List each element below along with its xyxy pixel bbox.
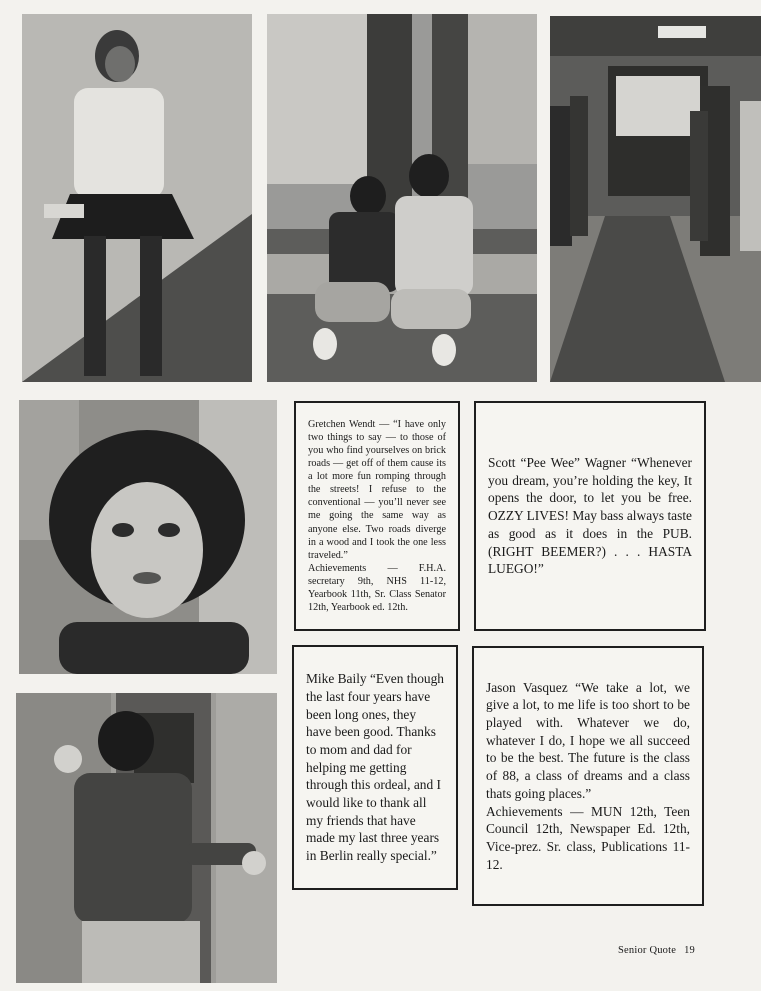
section-title: Senior Quote	[618, 945, 677, 956]
quote-content	[488, 454, 692, 578]
quote-box-jason-vasquez	[472, 646, 704, 906]
quote-text: Jason Vasquez “We take a lot, we give a lot, to me life is too short to be played with. Whatever we do, whatever I do, I hope we all succeed to be the best. The future is the class of 88, a class of dreams and a class thats going places.”	[486, 679, 690, 801]
quote-box-mike-baily	[292, 645, 458, 890]
achievements-text: Achievements — F.H.A. secretary 9th, NHS 11-12, Yearbook 11th, Sr. Class Senator 12th, Yearbook ed. 12th.	[308, 562, 446, 613]
quote-content	[486, 679, 690, 874]
quote-text: Gretchen Wendt — “I have only two things to say — to those of you who find yourselves on brick roads — get off of them cause its a lot more fun romping through the streets! I refuse to the conventional — you’ll never see me going the same way as anyone else. Two roads diverge in a wood and I took the one less traveled.”	[308, 419, 446, 561]
page-number: 19	[684, 945, 696, 956]
quote-content	[308, 418, 446, 614]
photo-hallway	[550, 16, 761, 382]
quote-box-scott-wagner	[474, 401, 706, 631]
photo-closeup-face	[19, 400, 277, 674]
photo-two-students-grass	[267, 14, 537, 382]
photo-student-locker	[16, 693, 277, 983]
quote-text: Mike Baily “Even though the last four years have been long ones, they have been good. Thanks to mom and dad for helping me getting through this ordeal, and I would like to thank all my friends that have made my last three years in Berlin really special.”	[306, 671, 444, 864]
photo-student-posing	[22, 14, 252, 382]
quote-text: Scott “Pee Wee” Wagner “Whenever you dream, you’re holding the key, It opens the door, to let you be free. OZZY LIVES! May bass always taste as good as it does in the PUB. (RIGHT BEEMER?) . . . HASTA LUEGO!”	[488, 455, 692, 577]
achievements-text: Achievements — MUN 12th, Teen Council 12th, Newspaper Ed. 12th, Vice-prez. Sr. class, Publications 11-12.	[486, 803, 690, 872]
quote-box-gretchen-wendt	[294, 401, 460, 631]
quote-content	[306, 670, 444, 865]
page-footer	[618, 945, 695, 956]
